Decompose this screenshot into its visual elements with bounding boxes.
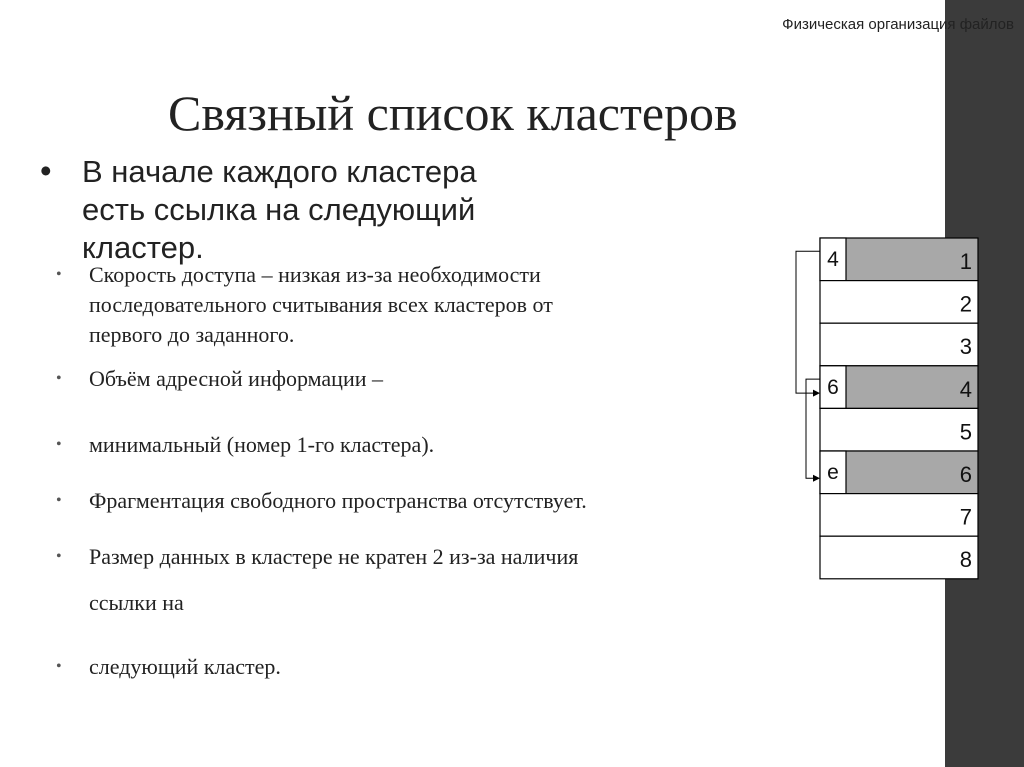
- cluster-number-label: 7: [959, 504, 972, 530]
- slide-header: Физическая организация файлов: [782, 16, 1014, 33]
- slide-title: Связный список кластеров: [168, 85, 738, 141]
- bullet-marker: •: [56, 492, 62, 509]
- main-bullet-line: кластер.: [82, 230, 204, 265]
- cluster-number-label: 4: [959, 376, 972, 402]
- cluster-cell: [820, 281, 978, 324]
- cluster-number-label: 3: [959, 334, 972, 360]
- link-arrow: [796, 251, 820, 393]
- sub-bullet-line: Размер данных в кластере не кратен 2 из-за наличия: [89, 544, 579, 569]
- bullet-marker: •: [40, 152, 52, 189]
- bullet-marker: •: [56, 370, 62, 387]
- bullet-marker: •: [56, 436, 62, 453]
- bullet-marker: •: [56, 658, 62, 675]
- pointer-label: 4: [827, 248, 839, 271]
- sub-bullet-line: Скорость доступа – низкая из-за необходимости: [89, 262, 541, 287]
- pointer-label: 6: [827, 375, 839, 399]
- cluster-cell: [820, 323, 978, 366]
- sub-bullet-line: Фрагментация свободного пространства отсутствует.: [89, 488, 587, 513]
- sub-bullet-line: ссылки на: [89, 590, 184, 615]
- sub-bullet-line: минимальный (номер 1-го кластера).: [89, 432, 435, 457]
- cluster-number-label: 2: [959, 291, 972, 317]
- sub-bullet-line: первого до заданного.: [89, 322, 295, 347]
- sub-bullet-line: следующий кластер.: [89, 654, 281, 679]
- sub-bullet-line: последовательного считывания всех кластеров от: [89, 292, 553, 317]
- cluster-number-label: 8: [959, 547, 972, 573]
- main-bullet-line: В начале каждого кластера: [82, 154, 477, 189]
- cluster-cell: [820, 408, 978, 451]
- link-arrowhead: [813, 390, 820, 397]
- bullet-marker: •: [56, 548, 62, 565]
- cluster-number-label: 6: [959, 462, 972, 487]
- pointer-label: e: [827, 461, 839, 484]
- bullet-marker: •: [56, 266, 62, 283]
- cluster-cell: [820, 494, 978, 537]
- cluster-number-label: 5: [959, 419, 972, 445]
- main-bullet-line: есть ссылка на следующий: [82, 192, 476, 227]
- link-arrowhead: [813, 475, 820, 482]
- cluster-cell: [820, 536, 978, 579]
- sub-bullet-line: Объём адресной информации –: [89, 366, 384, 391]
- cluster-number-label: 1: [959, 249, 972, 274]
